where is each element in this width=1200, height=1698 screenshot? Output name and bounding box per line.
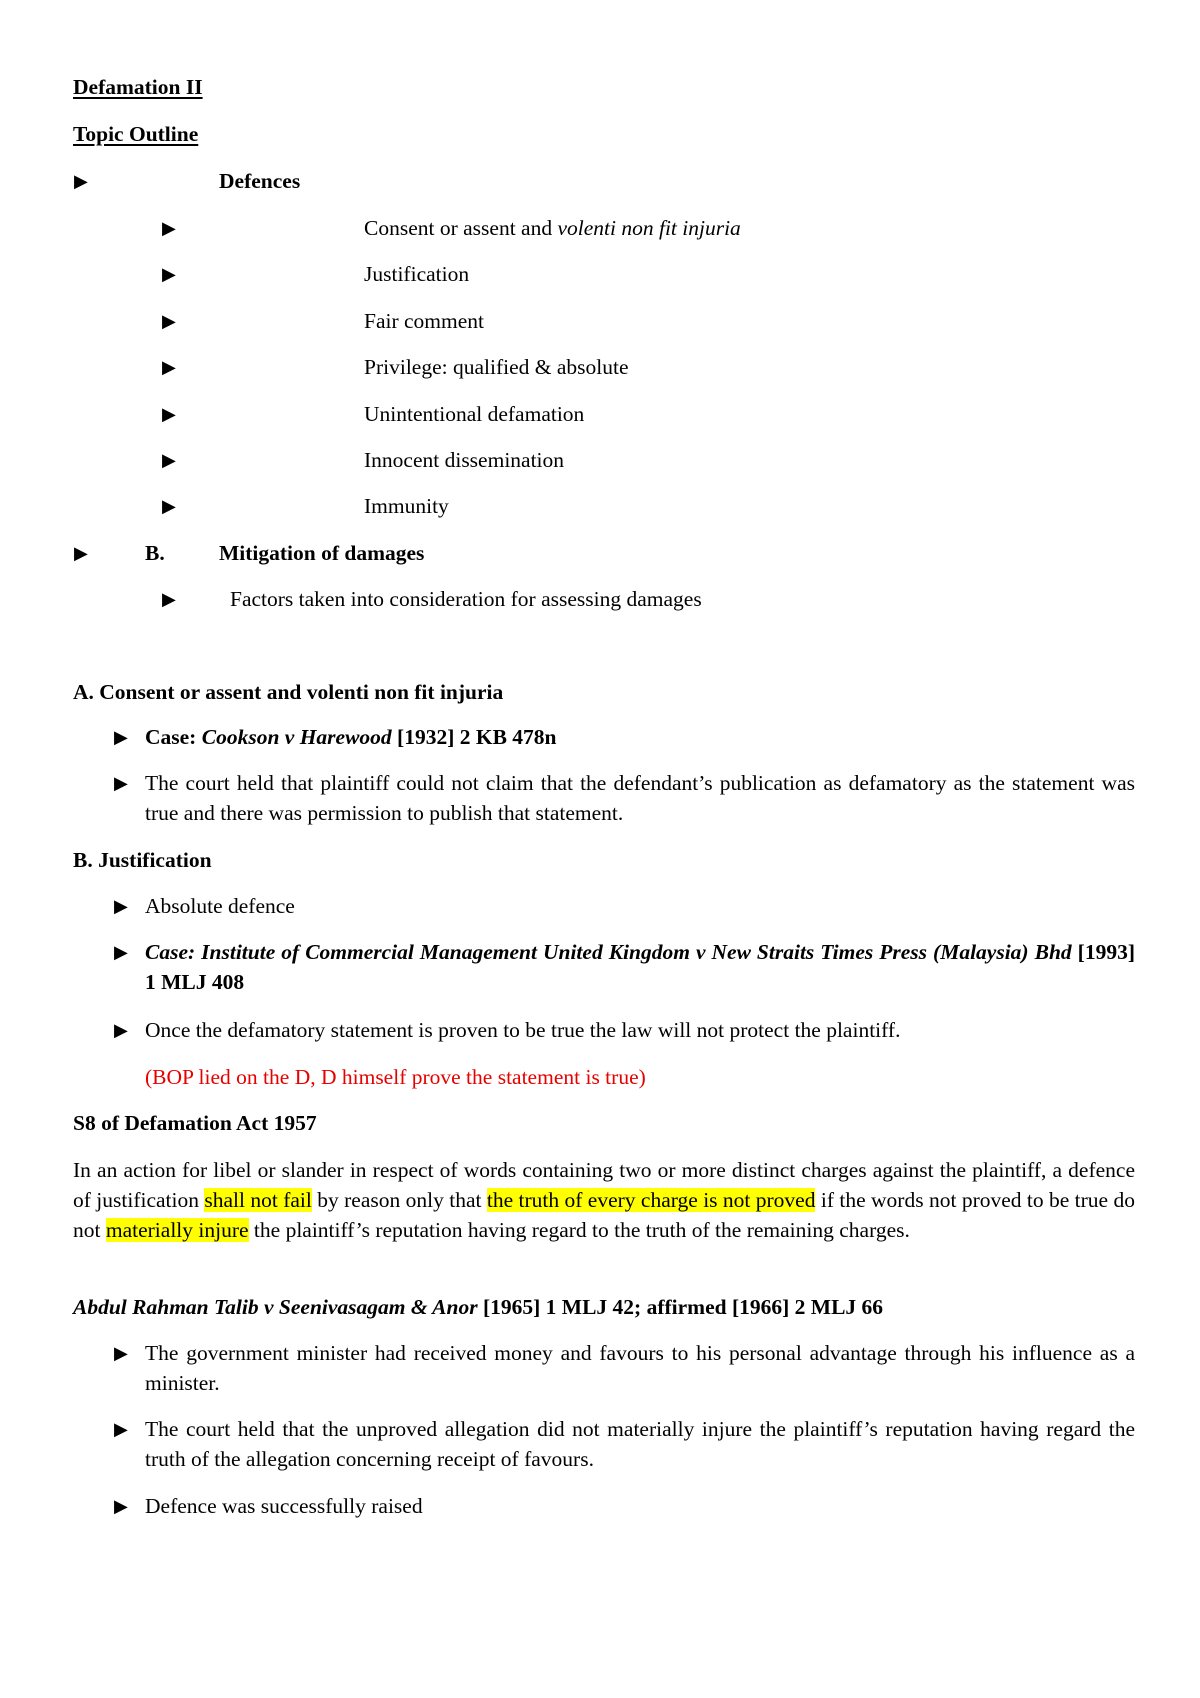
case-abdul-rahman [73,1292,883,1322]
case-name: Abdul Rahman Talib v Seenivasagam & Anor [73,1295,478,1319]
bullet-arrow-icon: ▶ [162,357,176,377]
bullet-arrow-icon: ▶ [114,1020,128,1040]
outline-heading: Topic Outline [73,122,199,146]
outline-item-justification: Justification [364,262,470,286]
case-name: Cookson v Harewood [201,725,392,749]
bullet-arrow-icon: ▶ [162,589,176,609]
bullet-arrow-icon: ▶ [162,404,176,424]
section-b-point-proven: Once the defamatory statement is proven to be true the law will not protect the plaintiff. [145,1018,901,1042]
s8-text: In an action for libel or slander in respect of words containing two or more distinct charges against the plaintiff, a defence of justification [73,1158,1135,1212]
section-b-heading: B. Justification [73,848,212,872]
s8-paragraph [73,1155,1135,1245]
outline-mitigation: Mitigation of damages [219,541,425,565]
document-title: Defamation II [73,75,203,99]
case-citation: [1993] 1 MLJ 408 [145,940,1135,994]
section-a-held: The court held that plaintiff could not claim that the defendant’s publication as defamatory as the statement was true and there was permission to publish that statement. [145,771,1135,825]
bullet-arrow-icon: ▶ [114,1343,128,1363]
outline-item-unintentional: Unintentional defamation [364,402,585,426]
bullet-arrow-icon: ▶ [74,543,88,563]
case-cookson [145,722,557,752]
bullet-arrow-icon: ▶ [114,896,128,916]
outline-item-privilege: Privilege: qualified & absolute [364,355,629,379]
s8-text: if the words not proved to be true do not [73,1188,1135,1242]
case-label: Case: [145,725,202,749]
outline-item-fair-comment: Fair comment [364,309,485,333]
case-citation: [1965] 1 MLJ 42; affirmed [1966] 2 MLJ 66 [477,1295,884,1319]
case-name: Case: Institute of Commercial Management United Kingdom v New Straits Times Press (Malaysia) Bhd [145,940,1072,964]
bullet-arrow-icon: ▶ [162,450,176,470]
bullet-arrow-icon: ▶ [162,311,176,331]
section-b-point-absolute: Absolute defence [145,894,295,918]
s8-highlight: the truth of every charge is not proved [486,1188,816,1212]
outline-item-immunity: Immunity [364,494,449,518]
case-citation: [1932] 2 KB 478n [391,725,557,749]
bullet-arrow-icon: ▶ [162,264,176,284]
outline-defences: Defences [219,169,301,193]
abdul-point-minister: The government minister had received money and favours to his personal advantage through his influence as a minister. [145,1341,1135,1395]
outline-item-innocent: Innocent dissemination [364,448,565,472]
s8-text: by reason only that [311,1188,487,1212]
bullet-arrow-icon: ▶ [114,727,128,747]
outline-item-factors: Factors taken into consideration for assessing damages [230,587,702,611]
s8-highlight: shall not fail [204,1188,312,1212]
s8-highlight: materially injure [105,1218,249,1242]
outline-item-italic: volenti non fit injuria [557,216,741,240]
bullet-arrow-icon: ▶ [114,1419,128,1439]
bullet-arrow-icon: ▶ [162,218,176,238]
section-a-heading: A. Consent or assent and volenti non fit injuria [73,680,504,704]
outline-b-label: B. [145,541,165,565]
s8-heading: S8 of Defamation Act 1957 [73,1111,317,1135]
bullet-arrow-icon: ▶ [74,171,88,191]
outline-item-text: Consent or assent and [364,216,558,240]
bullet-arrow-icon: ▶ [114,1496,128,1516]
bullet-arrow-icon: ▶ [114,773,128,793]
bullet-arrow-icon: ▶ [114,942,128,962]
bullet-arrow-icon: ▶ [162,496,176,516]
outline-item-consent [364,213,741,243]
section-b-bop-note: (BOP lied on the D, D himself prove the statement is true) [145,1065,646,1089]
s8-text: the plaintiff’s reputation having regard to the truth of the remaining charges. [248,1218,910,1242]
case-icm [145,937,1135,997]
abdul-point-held: The court held that the unproved allegation did not materially injure the plaintiff’s reputation having regard the truth of the allegation concerning receipt of favours. [145,1417,1135,1471]
abdul-point-raised: Defence was successfully raised [145,1494,423,1518]
